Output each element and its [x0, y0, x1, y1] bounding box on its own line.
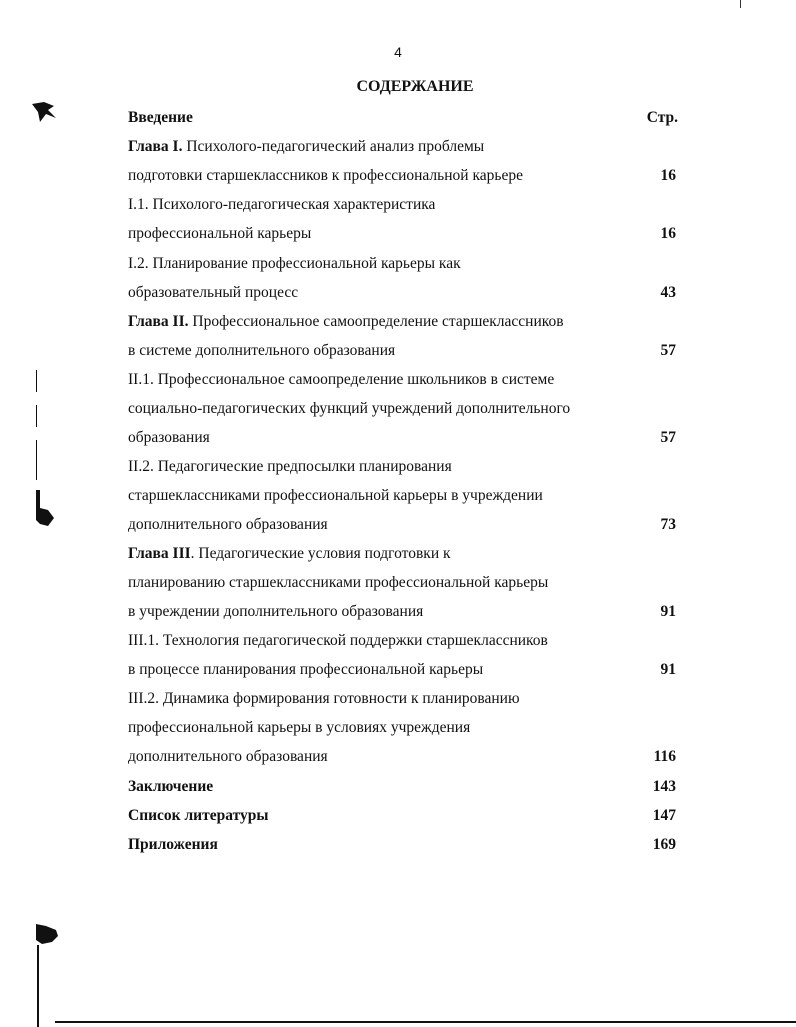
- ch3-s2-title-cont2: дополнительного образования: [128, 748, 328, 765]
- appendices-label: Приложения: [128, 836, 218, 853]
- ch1-s2-title: I.2. Планирование профессиональной карьеры как: [128, 255, 461, 272]
- scan-blot-middle: [34, 490, 56, 530]
- page-column-header: Стр.: [646, 109, 678, 126]
- ch3-s2-title-cont: профессиональной карьеры в условиях учреждения: [128, 719, 471, 736]
- ch2-s2-title-cont2: дополнительного образования: [128, 516, 328, 533]
- page-number: 4: [394, 44, 402, 60]
- ch3-title-cont2: в учреждении дополнительного образования: [128, 603, 424, 620]
- ch2-s1-title: II.1. Профессиональное самоопределение школьников в системе: [128, 371, 555, 388]
- ch1-s2-page: 43: [660, 284, 676, 301]
- ch1-s2-title-cont: образовательный процесс: [128, 284, 299, 301]
- ch1-label: Глава I.: [128, 138, 183, 155]
- appendices-page: 169: [652, 836, 676, 853]
- ch3-title-cont: планированию старшеклассниками профессиональной карьеры: [128, 574, 549, 591]
- ch1-title: Психолого-педагогический анализ проблемы: [182, 138, 485, 155]
- ch3-s2-page: 116: [653, 748, 676, 765]
- scan-line-left-4: [37, 945, 39, 1027]
- conclusion-label: Заключение: [128, 778, 214, 795]
- ch2-s2-page: 73: [660, 516, 676, 533]
- scan-bottom-edge: [55, 1021, 796, 1023]
- ch3-s2-title: III.2. Динамика формирования готовности к планированию: [128, 690, 520, 707]
- ch2-s2-title-cont: старшеклассниками профессиональной карьеры в учреждении: [128, 487, 543, 504]
- intro-label: Введение: [128, 109, 193, 126]
- ch3-page: 91: [660, 603, 676, 620]
- scan-line-left-2: [36, 405, 37, 427]
- ch1-s1-title: I.1. Психолого-педагогическая характеристика: [128, 196, 436, 213]
- ch2-s1-page: 57: [660, 429, 676, 446]
- ch2-s2-title: II.2. Педагогические предпосылки планирования: [128, 458, 452, 475]
- conclusion-page: 143: [652, 778, 676, 795]
- ch2-page: 57: [660, 342, 676, 359]
- scan-top-tick: [740, 0, 741, 8]
- ch2-s1-title-cont: социально-педагогических функций учреждений дополнительного: [128, 400, 571, 417]
- ch1-s1-page: 16: [660, 225, 676, 242]
- page-title: СОДЕРЖАНИЕ: [356, 78, 474, 95]
- ch3-label: Глава III: [128, 545, 191, 562]
- ch3-s1-title: III.1. Технология педагогической поддержки старшеклассников: [128, 632, 548, 649]
- scan-line-left-1: [36, 370, 37, 392]
- ch1-s1-title-cont: профессиональной карьеры: [128, 225, 312, 242]
- scan-line-left-3: [36, 440, 37, 480]
- ch2-title: Профессиональное самоопределение старшеклассников: [188, 313, 564, 330]
- ch2-title-cont: в системе дополнительного образования: [128, 342, 396, 359]
- references-label: Список литературы: [128, 807, 269, 824]
- ch2-label: Глава II.: [128, 313, 189, 330]
- references-page: 147: [652, 807, 676, 824]
- scan-blot-top: [30, 100, 58, 124]
- ch3-title: . Педагогические условия подготовки к: [190, 545, 451, 562]
- ch1-page: 16: [660, 167, 676, 184]
- ch2-s1-title-cont2: образования: [128, 429, 210, 446]
- ch3-s1-title-cont: в процессе планирования профессиональной карьеры: [128, 661, 484, 678]
- ch1-title-cont: подготовки старшеклассников к профессиональной карьере: [128, 167, 523, 184]
- ch3-s1-page: 91: [660, 661, 676, 678]
